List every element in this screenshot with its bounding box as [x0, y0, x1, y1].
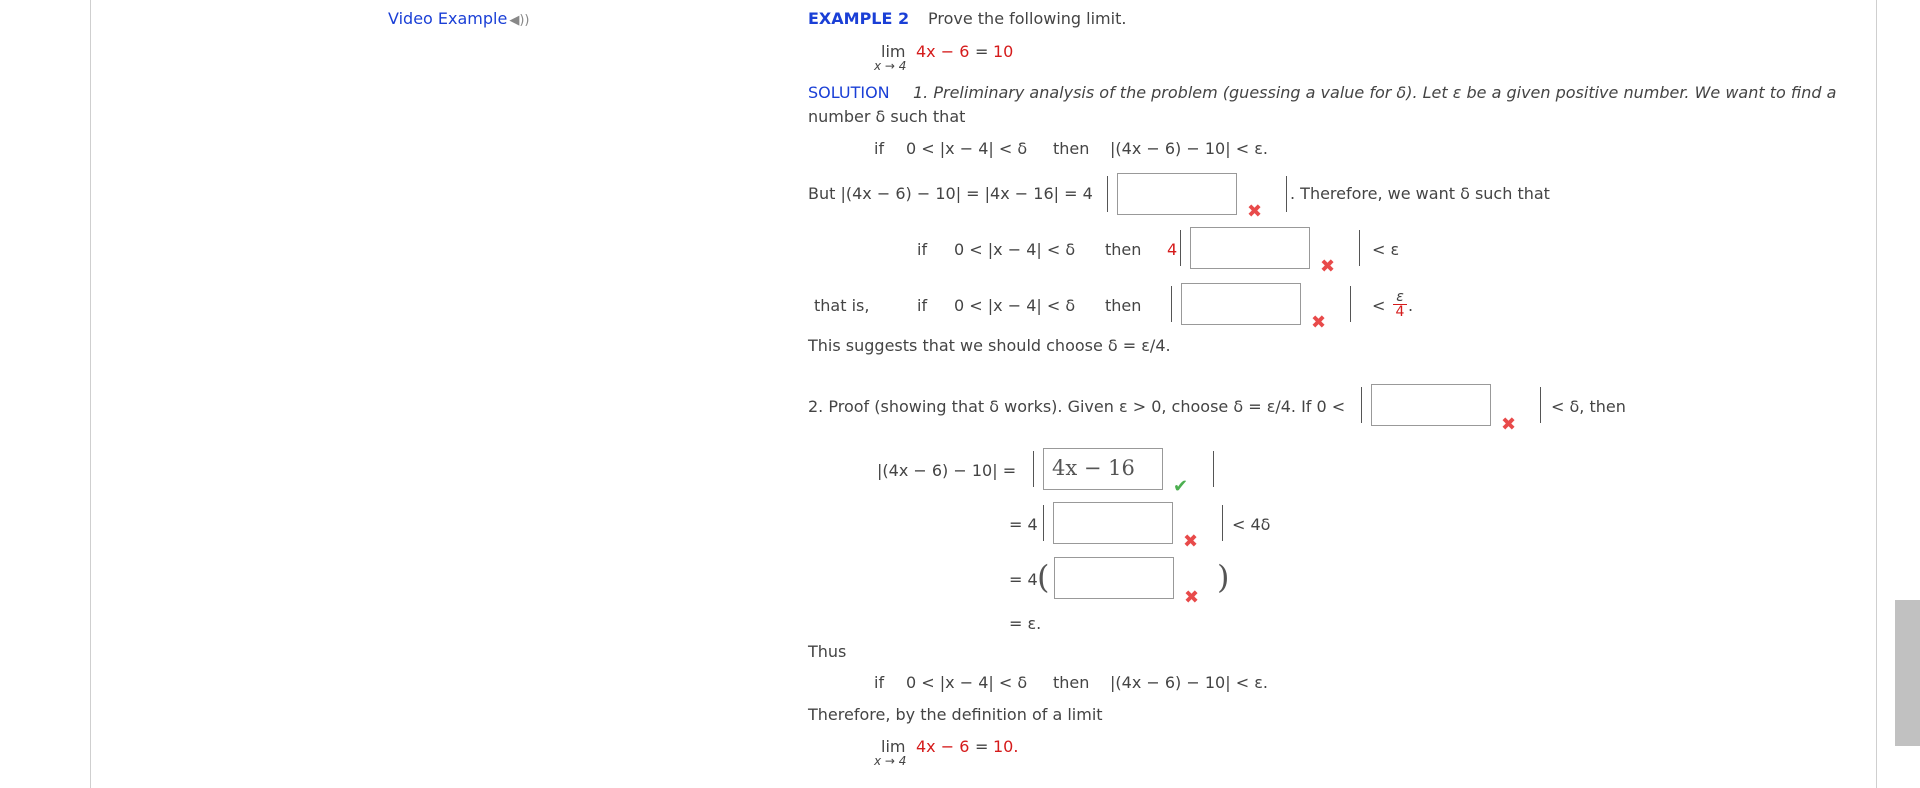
scrollbar-thumb[interactable]: [1895, 600, 1920, 746]
limit-sub: x → 4: [874, 59, 907, 73]
cond1-then: then: [1053, 139, 1090, 158]
left-border: [90, 0, 91, 788]
answer-input-3[interactable]: [1181, 283, 1301, 325]
limit-eq: =: [975, 42, 989, 61]
wrong-mark-icon: ✖: [1183, 531, 1199, 552]
cond1-if: if: [874, 139, 885, 158]
wrong-mark-icon: ✖: [1311, 312, 1327, 333]
example-prompt: Prove the following limit.: [928, 9, 1127, 28]
abs-bar-left: [1171, 286, 1172, 322]
cond3-then: then: [1105, 296, 1142, 315]
answer-input-1[interactable]: [1117, 173, 1237, 215]
limit-function: 4x − 6: [916, 42, 970, 61]
close-paren: ): [1217, 558, 1230, 596]
cond2-if: if: [917, 240, 928, 259]
wrong-mark-icon: ✖: [1247, 201, 1263, 222]
limit-bottom-eq: =: [975, 737, 989, 756]
answer-input-2[interactable]: [1190, 227, 1310, 269]
wrong-mark-icon: ✖: [1501, 414, 1517, 435]
limit-bottom-sub: x → 4: [874, 754, 907, 768]
chain-row2-tail: < 4δ: [1232, 515, 1271, 534]
therefore-text: Therefore, by the definition of a limit: [808, 705, 1103, 724]
open-paren: (: [1037, 558, 1050, 596]
abs-bar-left: [1033, 451, 1034, 487]
limit-value: 10: [993, 42, 1014, 61]
abs-bar-right: [1350, 286, 1351, 322]
cond4-then: then: [1053, 673, 1090, 692]
answer-input-4[interactable]: [1371, 384, 1491, 426]
check-mark-icon: ✔: [1173, 476, 1189, 497]
cond3-lead: that is,: [814, 296, 870, 315]
thus-text: Thus: [808, 642, 847, 661]
chain-lhs: |(4x − 6) − 10| =: [877, 461, 1017, 480]
cond4-result: |(4x − 6) − 10| < ε.: [1110, 673, 1268, 692]
speaker-icon: ◀)): [509, 13, 530, 28]
chain-row4: = ε.: [1009, 614, 1042, 633]
cond2-ineq: 0 < |x − 4| < δ: [954, 240, 1076, 259]
abs-bar-right: [1540, 387, 1541, 423]
cond2-tail: < ε: [1372, 240, 1400, 259]
limit-bottom-lim: lim: [881, 737, 906, 756]
cond3-dot: .: [1408, 296, 1414, 315]
solution-text-1: 1. Preliminary analysis of the problem (guessing a value for δ). Let ε be a given positive number. We want to find a: [913, 83, 1837, 102]
limit-lim: lim: [881, 42, 906, 61]
cond1-result: |(4x − 6) − 10| < ε.: [1110, 139, 1268, 158]
solution-text-2: number δ such that: [808, 107, 966, 126]
cond3-lt: <: [1372, 296, 1386, 315]
abs-bar-right: [1286, 176, 1287, 212]
proof-line-tail: < δ, then: [1551, 397, 1626, 416]
video-example-link[interactable]: [388, 9, 529, 28]
cond1-ineq: 0 < |x − 4| < δ: [906, 139, 1028, 158]
epsilon-over-4: $\frac{\varepsilon}{4}$: [1393, 290, 1407, 319]
cond3-if: if: [917, 296, 928, 315]
abs-bar-left: [1361, 387, 1362, 423]
abs-bar-left: [1043, 505, 1044, 541]
limit-bottom-function: 4x − 6: [916, 737, 970, 756]
but-line-lead: But |(4x − 6) − 10| = |4x − 16| = 4: [808, 184, 1093, 203]
answer-input-7[interactable]: [1054, 557, 1174, 599]
abs-bar-right: [1213, 451, 1214, 487]
cond2-coef: 4: [1167, 240, 1178, 259]
wrong-mark-icon: ✖: [1184, 587, 1200, 608]
wrong-mark-icon: ✖: [1320, 256, 1336, 277]
suggest-text: This suggests that we should choose δ = ε/4.: [808, 336, 1171, 355]
abs-bar-right: [1359, 230, 1360, 266]
but-line-tail: . Therefore, we want δ such that: [1290, 184, 1550, 203]
abs-bar-right: [1222, 505, 1223, 541]
limit-bottom-value: 10.: [993, 737, 1019, 756]
abs-bar-left: [1107, 176, 1108, 212]
proof-line-lead: 2. Proof (showing that δ works). Given ε > 0, choose δ = ε/4. If 0 <: [808, 397, 1346, 416]
abs-bar-left: [1180, 230, 1181, 266]
cond4-ineq: 0 < |x − 4| < δ: [906, 673, 1028, 692]
solution-label: SOLUTION: [808, 83, 890, 102]
answer-input-6[interactable]: [1053, 502, 1173, 544]
cond4-if: if: [874, 673, 885, 692]
chain-row3-eq: = 4: [1009, 570, 1038, 589]
answer-input-5[interactable]: 4x − 16: [1043, 448, 1163, 490]
right-border: [1876, 0, 1877, 788]
chain-row2-eq: = 4: [1009, 515, 1038, 534]
video-example-label: Video Example: [388, 9, 508, 28]
example-label: EXAMPLE 2: [808, 9, 910, 28]
cond2-then: then: [1105, 240, 1142, 259]
cond3-ineq: 0 < |x − 4| < δ: [954, 296, 1076, 315]
